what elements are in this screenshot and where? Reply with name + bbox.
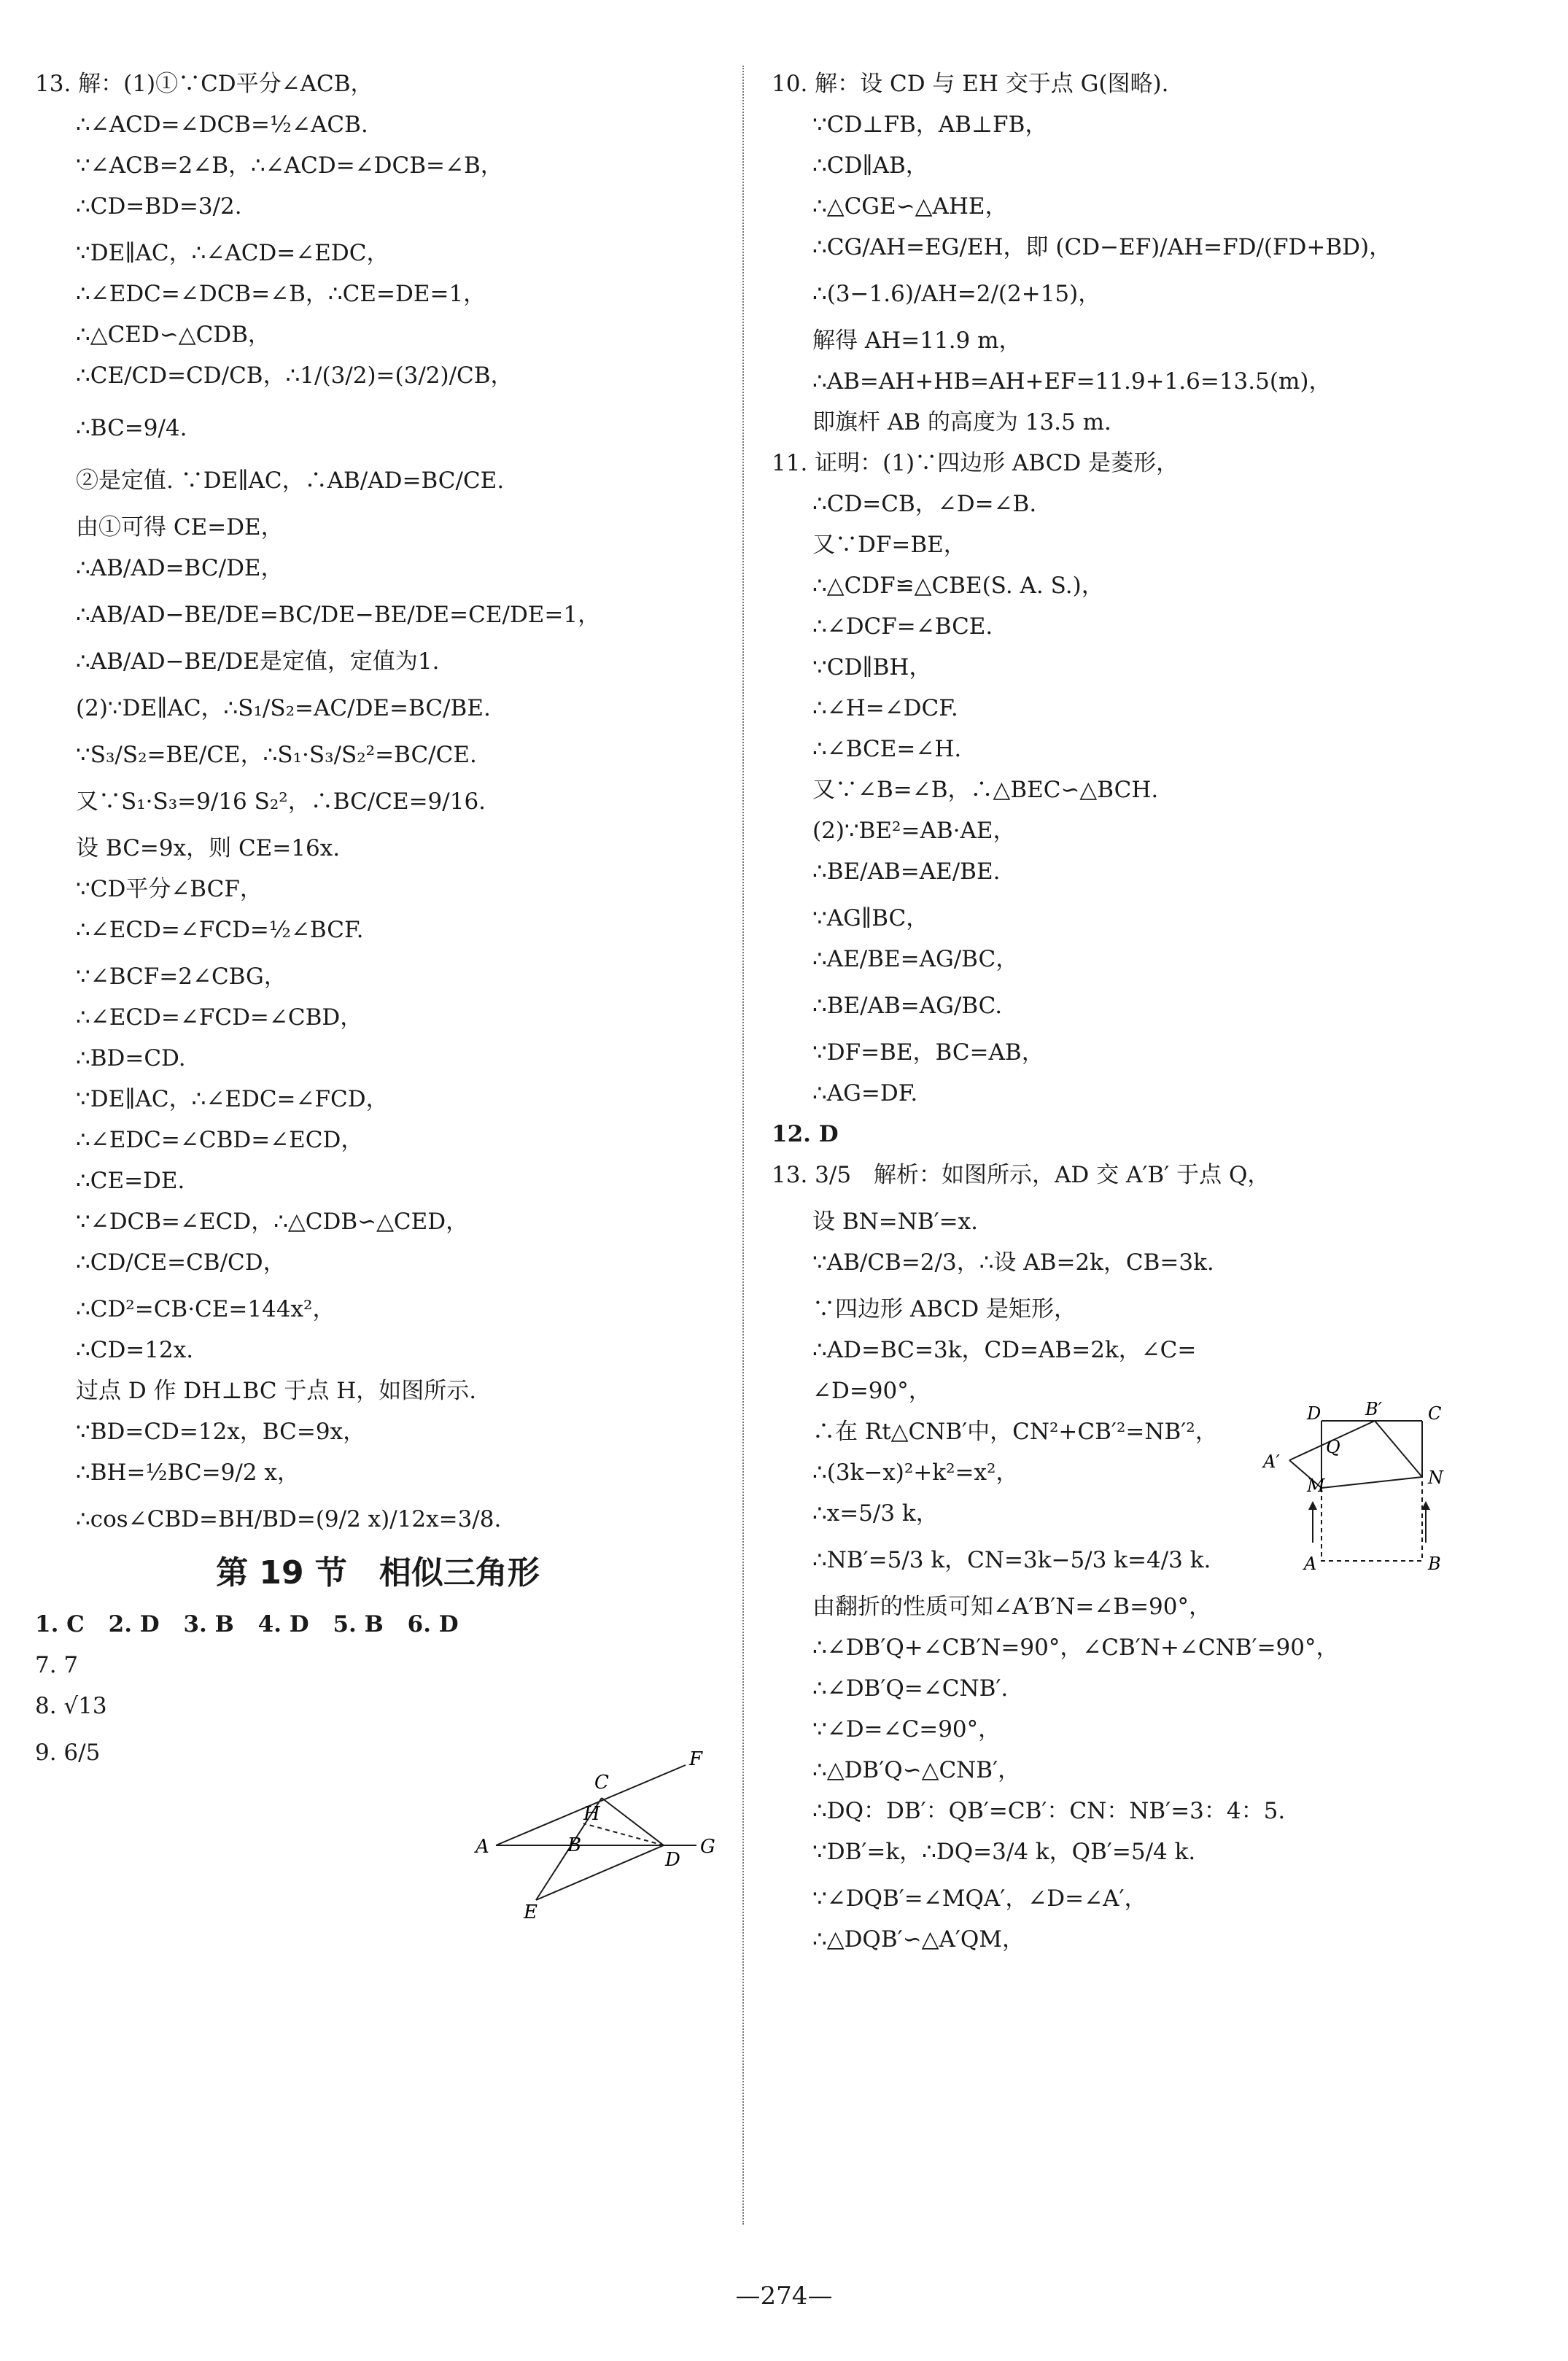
- line: ∴(3−1.6)/AH=2/(2+15)，: [812, 281, 1101, 307]
- column-divider: [742, 66, 744, 2225]
- line: ∴BD=CD.: [76, 1045, 186, 1071]
- answer-line: 9. 6/5: [35, 1740, 101, 1766]
- label-e: E: [524, 1901, 537, 1923]
- line: ∴△DB′Q∽△CNB′，: [812, 1757, 1021, 1783]
- line: ∴CD²=CB·CE=144x²，: [76, 1296, 335, 1322]
- line: ∵∠DCB=∠ECD，∴△CDB∽△CED，: [76, 1209, 469, 1235]
- label-b: B: [1428, 1554, 1441, 1574]
- line: ∴AB/AD−BE/DE=BC/DE−BE/DE=CE/DE=1，: [76, 602, 601, 628]
- label-b-prime: B′: [1365, 1400, 1383, 1419]
- line: ∴∠ECD=∠FCD=½∠BCF.: [76, 917, 364, 943]
- line: ∴∠ACD=∠DCB=½∠ACB.: [76, 112, 368, 138]
- label-a: A: [476, 1836, 489, 1858]
- line: ∴∠EDC=∠DCB=∠B，∴CE=DE=1，: [76, 281, 486, 307]
- line: ∴(3k−x)²+k²=x²，: [812, 1459, 1019, 1486]
- line: ∴∠H=∠DCF.: [812, 695, 958, 721]
- label-n: N: [1428, 1468, 1443, 1488]
- answer: 6. D: [407, 1611, 459, 1637]
- geometry-figure-triangle: [474, 1743, 722, 1926]
- line: ∴△CED∽△CDB，: [76, 322, 271, 348]
- line: ∴NB′=5/3 k，CN=3k−5/3 k=4/3 k.: [812, 1547, 1211, 1573]
- line: 11. 证明：(1)∵四边形 ABCD 是菱形，: [772, 450, 1179, 476]
- answer-line: 7. 7: [35, 1652, 79, 1678]
- line: 13. 3/5 解析：如图所示，AD 交 A′B′ 于点 Q，: [772, 1162, 1270, 1188]
- line: ∴∠DB′Q+∠CB′N=90°，∠CB′N+∠CNB′=90°，: [812, 1635, 1339, 1661]
- line: ∵∠D=∠C=90°，: [812, 1716, 1001, 1742]
- line: ∵DF=BE，BC=AB，: [812, 1039, 1044, 1066]
- line: ∴AB=AH+HB=AH+EF=11.9+1.6=13.5(m)，: [812, 368, 1332, 395]
- line: ∴CD∥AB，: [812, 152, 928, 179]
- line: ∵DE∥AC，∴∠ACD=∠EDC，: [76, 240, 389, 266]
- answer-row: [35, 1610, 721, 1639]
- answer: 4. D: [257, 1611, 309, 1637]
- line: 设 BN=NB′=x.: [812, 1209, 978, 1235]
- line: (2)∵BE²=AB·AE，: [812, 818, 1016, 844]
- line: ∴AG=DF.: [812, 1080, 918, 1106]
- line: ∵四边形 ABCD 是矩形，: [812, 1296, 1077, 1322]
- fold-m-n: [1321, 1477, 1422, 1488]
- geometry-figure-rectangle: [1262, 1400, 1451, 1590]
- line: ∴在 Rt△CNB′中，CN²+CB′²=NB′²，: [812, 1419, 1218, 1445]
- line: ∠D=90°，: [812, 1378, 931, 1404]
- page-number: —274—: [735, 2281, 833, 2311]
- line: 又∵∠B=∠B，∴△BEC∽△BCH.: [812, 777, 1159, 803]
- label-a-prime: A′: [1263, 1451, 1280, 1472]
- line: 由①可得 CE=DE，: [76, 514, 284, 540]
- line: ∴CG/AH=EG/EH，即 (CD−EF)/AH=FD/(FD+BD)，: [812, 234, 1392, 260]
- line: ②是定值. ∵DE∥AC，∴AB/AD=BC/CE.: [76, 468, 505, 494]
- line: ∴x=5/3 k，: [812, 1500, 939, 1527]
- line: ∵S₃/S₂=BE/CE，∴S₁·S₃/S₂²=BC/CE.: [76, 742, 477, 768]
- line: ∴∠DB′Q=∠CNB′.: [812, 1675, 1009, 1702]
- label-d: D: [1307, 1403, 1321, 1424]
- section-title: 第 19 节 相似三角形: [216, 1554, 540, 1592]
- line: ∵CD⊥FB，AB⊥FB，: [812, 112, 1048, 138]
- label-g: G: [700, 1836, 715, 1858]
- line: 过点 D 作 DH⊥BC 于点 H，如图所示.: [76, 1378, 477, 1404]
- right-column: [772, 69, 1537, 1966]
- line: ∴AE/BE=AG/BC，: [812, 946, 1019, 972]
- line: ∵CD平分∠BCF，: [76, 876, 263, 902]
- line: ∵DB′=k，∴DQ=3/4 k，QB′=5/4 k.: [812, 1839, 1196, 1865]
- label-q: Q: [1326, 1437, 1340, 1457]
- line: ∴DQ：DB′：QB′=CB′：CN：NB′=3：4：5.: [812, 1798, 1286, 1824]
- label-f: F: [689, 1748, 703, 1770]
- line: ∵BD=CD=12x，BC=9x，: [76, 1419, 366, 1445]
- label-c: C: [594, 1772, 609, 1794]
- line: 即旗杆 AB 的高度为 13.5 m.: [812, 409, 1111, 435]
- line: 设 BC=9x，则 CE=16x.: [76, 835, 341, 861]
- line: ∴CD=12x.: [76, 1337, 194, 1363]
- label-b: B: [567, 1834, 582, 1856]
- line-dh: [583, 1823, 664, 1845]
- line: ∴BH=½BC=9/2 x，: [76, 1459, 300, 1486]
- line: 又∵S₁·S₃=9/16 S₂²，∴BC/CE=9/16.: [76, 788, 486, 815]
- original-edges: [1321, 1477, 1422, 1561]
- line: ∴∠BCE=∠H.: [812, 736, 962, 762]
- line: ∴AB/AD−BE/DE是定值，定值为1.: [76, 648, 440, 675]
- line: ∵∠BCF=2∠CBG，: [76, 964, 287, 990]
- line: ∴CE=DE.: [76, 1168, 185, 1194]
- line: ∴∠DCF=∠BCE.: [812, 613, 993, 640]
- line-ed: [536, 1845, 664, 1900]
- line: 又∵DF=BE，: [812, 532, 966, 558]
- line: ∴BC=9/4.: [76, 415, 187, 441]
- line: ∴△CGE∽△AHE，: [812, 193, 1008, 220]
- line: 13. 解：(1)①∵CD平分∠ACB，: [35, 71, 373, 97]
- line: ∵CD∥BH，: [812, 654, 932, 681]
- line: ∴△DQB′∽△A′QM，: [812, 1926, 1025, 1953]
- line: ∵∠ACB=2∠B，∴∠ACD=∠DCB=∠B，: [76, 152, 503, 179]
- label-a: A: [1304, 1554, 1317, 1574]
- arrowhead-icon: [1308, 1501, 1317, 1510]
- answer: 3. B: [183, 1611, 234, 1637]
- line: ∴△CDF≌△CBE(S. A. S.)，: [812, 573, 1104, 599]
- label-c: C: [1428, 1403, 1442, 1424]
- line: ∵DE∥AC，∴∠EDC=∠FCD，: [76, 1086, 389, 1112]
- line: ∴∠EDC=∠CBD=∠ECD，: [76, 1127, 364, 1153]
- label-h: H: [583, 1803, 600, 1825]
- line: 由翻折的性质可知∠A′B′N=∠B=90°，: [812, 1594, 1211, 1620]
- line: ∴AD=BC=3k，CD=AB=2k，∠C=: [812, 1337, 1197, 1363]
- line: ∴CD=CB，∠D=∠B.: [812, 491, 1037, 517]
- line: 12. D: [772, 1121, 839, 1147]
- line: ∴cos∠CBD=BH/BD=(9/2 x)/12x=3/8.: [76, 1506, 502, 1532]
- left-column: [35, 69, 721, 1779]
- line: ∵∠DQB′=∠MQA′，∠D=∠A′，: [812, 1885, 1147, 1912]
- fold-b-n: [1375, 1421, 1422, 1477]
- line: ∴BE/AB=AG/BC.: [812, 993, 1003, 1019]
- label-d: D: [665, 1849, 680, 1871]
- line: ∴BE/AB=AE/BE.: [812, 858, 1001, 885]
- line: ∴AB/AD=BC/DE，: [76, 555, 284, 581]
- answer: 1. C: [35, 1611, 85, 1637]
- answer: 5. B: [333, 1611, 384, 1637]
- line: (2)∵DE∥AC，∴S₁/S₂=AC/DE=BC/BE.: [76, 695, 491, 721]
- line-cd: [602, 1798, 664, 1845]
- line: ∴CD/CE=CB/CD，: [76, 1249, 286, 1276]
- line: ∵AB/CB=2/3，∴设 AB=2k，CB=3k.: [812, 1249, 1214, 1276]
- line: ∴CE/CD=CD/CB，∴1/(3/2)=(3/2)/CB，: [76, 363, 513, 389]
- line: ∴∠ECD=∠FCD=∠CBD，: [76, 1004, 363, 1031]
- answer: 2. D: [108, 1611, 160, 1637]
- answer-line: 8. √13: [35, 1693, 107, 1719]
- line: ∴CD=BD=3/2.: [76, 193, 242, 220]
- line: 10. 解：设 CD 与 EH 交于点 G(图略).: [772, 71, 1169, 97]
- line: 解得 AH=11.9 m，: [812, 327, 1022, 354]
- label-m: M: [1307, 1476, 1325, 1496]
- line: ∵AG∥BC，: [812, 905, 929, 931]
